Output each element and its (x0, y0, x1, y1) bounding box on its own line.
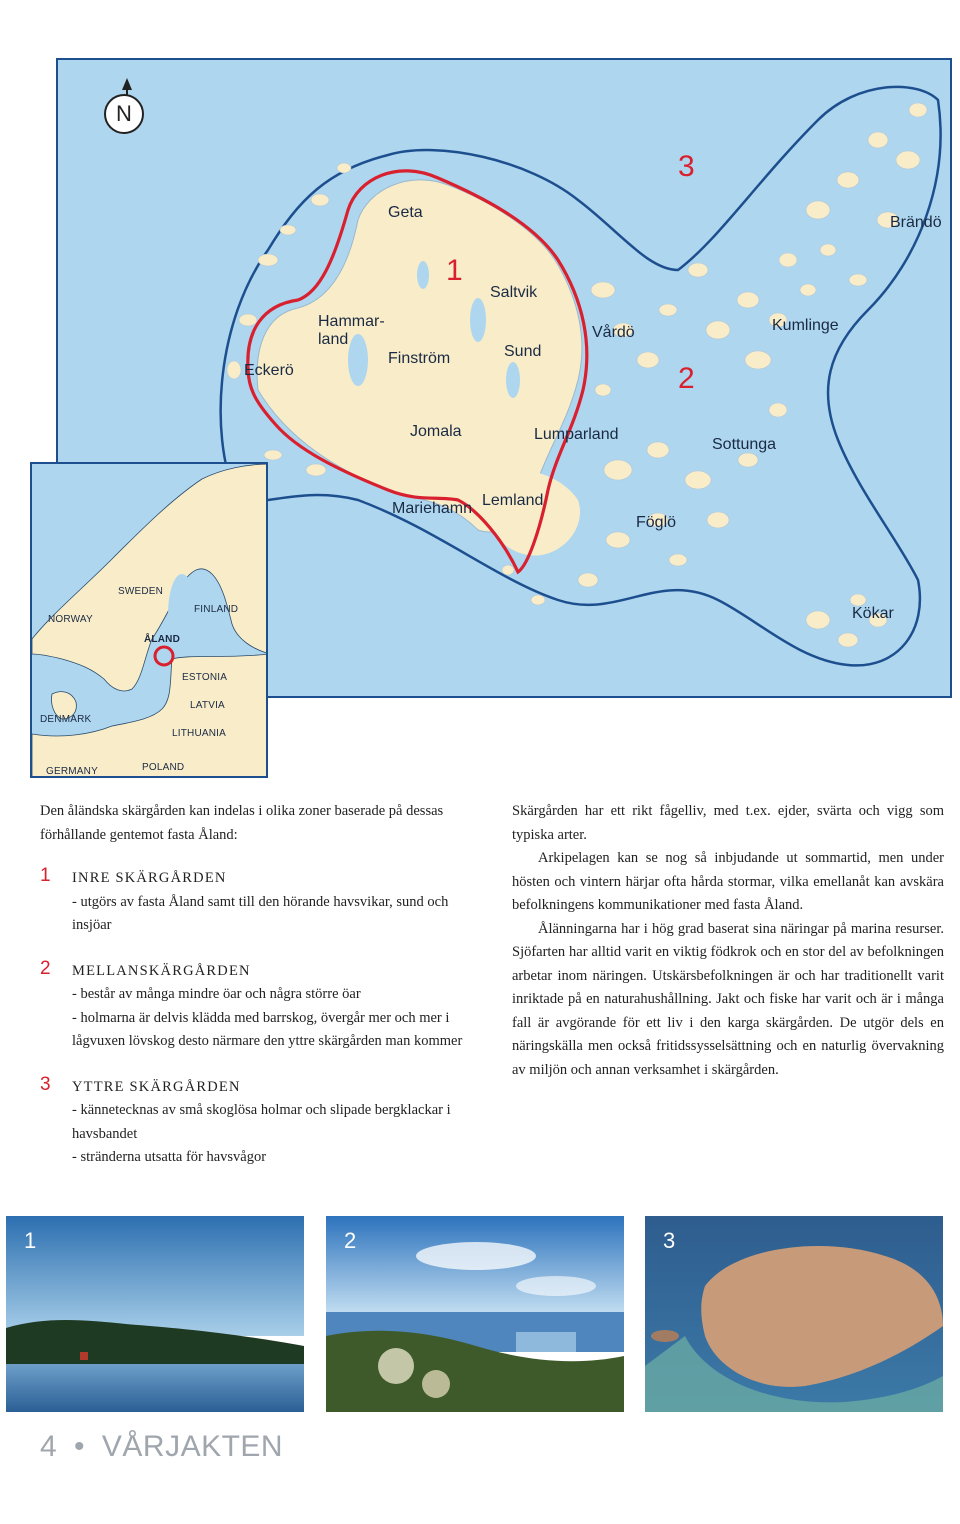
zone-number-2: 2 (678, 362, 695, 395)
footer-bullet: • (74, 1430, 86, 1463)
photo-middle-archipelago (326, 1216, 624, 1412)
right-column (512, 800, 944, 1082)
europe-inset-map (30, 462, 268, 778)
country-denmark: DENMARK (40, 714, 92, 725)
photo-outer-archipelago (645, 1216, 943, 1412)
photo-3-image (645, 1216, 943, 1412)
place-hammarland: Hammar- land (318, 313, 385, 348)
zone-2-line-2: - holmarna är delvis klädda med barrskog, övergår mer och mer i lågvuxen lövskog desto närmare den yttre skärgården man kommer (72, 1009, 463, 1049)
place-foglo: Föglö (636, 514, 677, 531)
place-kokar: Kökar (852, 605, 894, 622)
page-footer (40, 1430, 283, 1464)
photo-1-number: 1 (24, 1228, 37, 1253)
place-lumparland: Lumparland (534, 426, 619, 443)
photo-2-number: 2 (344, 1228, 357, 1253)
place-eckero: Eckerö (244, 362, 294, 379)
country-aland: ÅLAND (144, 634, 180, 645)
place-finstrom: Finström (388, 350, 451, 367)
zone-3-line-1: - kännetecknas av små skoglösa holmar och slipade bergklackar i havsbandet (72, 1102, 451, 1142)
photo-1-image (6, 1216, 304, 1412)
place-geta: Geta (388, 204, 423, 221)
zone-3-line-2: - stränderna utsatta för havsvågor (72, 1149, 267, 1165)
country-lithuania: LITHUANIA (172, 728, 227, 739)
zone-1-line-1: - utgörs av fasta Åland samt till den hörande havsvikar, sund och insjöar (72, 893, 449, 933)
zone-3-block (40, 1073, 480, 1170)
magazine-title: VÅRJAKTEN (101, 1430, 284, 1463)
zone-2-line-1: - består av många mindre öar och några större öar (72, 986, 361, 1002)
place-lemland: Lemland (482, 492, 544, 509)
photo-2-image (326, 1216, 624, 1412)
lemland-land (478, 470, 580, 556)
page-number: 4 (40, 1430, 58, 1463)
paragraph-archipelago: Arkipelagen kan se nog så inbjudande ut sommartid, men under hösten och vintern härjar ofta hårda stormar, vilka emellanåt kan avskära befolkningens kommunikationer med fasta Åland. (512, 850, 944, 913)
country-norway: NORWAY (48, 614, 93, 625)
left-column (40, 800, 480, 1170)
zone-2-marker: 2 (40, 957, 51, 979)
zone-number-1: 1 (446, 254, 463, 287)
place-sottunga: Sottunga (712, 436, 777, 453)
place-brando: Brändö (890, 214, 942, 231)
place-vardo: Vårdö (592, 324, 635, 341)
country-poland: POLAND (142, 762, 185, 773)
country-estonia: ESTONIA (182, 672, 228, 683)
country-latvia: LATVIA (190, 700, 225, 711)
place-mariehamn: Mariehamn (392, 500, 473, 517)
place-sund: Sund (504, 343, 542, 360)
place-saltvik: Saltvik (490, 284, 538, 301)
photo-inner-archipelago (6, 1216, 304, 1412)
paragraph-birds: Skärgården har ett rikt fågelliv, med t.ex. ejder, svärta och vigg som typiska arter. (512, 803, 944, 843)
country-germany: GERMANY (46, 766, 98, 777)
zone-2-title: MELLANSKÄRGÅRDEN (72, 962, 251, 979)
north-arrow-icon (122, 78, 132, 90)
place-jomala: Jomala (410, 423, 462, 440)
intro-text: Den åländska skärgården kan indelas i olika zoner baserade på dessas förhållande gentemot fasta Åland: (40, 803, 444, 843)
zone-1-title: INRE SKÄRGÅRDEN (72, 870, 227, 886)
zone-2-block (40, 957, 480, 1054)
zone-number-3: 3 (678, 150, 695, 183)
place-kumlinge: Kumlinge (772, 317, 839, 334)
country-sweden: SWEDEN (118, 586, 164, 597)
zone-3-title: YTTRE SKÄRGÅRDEN (72, 1078, 241, 1095)
zone-1-marker: 1 (40, 865, 51, 886)
country-finland: FINLAND (194, 604, 239, 615)
photo-3-number: 3 (663, 1228, 676, 1253)
paragraph-livelihood: Ålänningarna har i hög grad baserat sina näringar på marina resurser. Sjöfarten har alltid varit en viktig födkrok och en stor del av befolkningen arbetar inom näringen. Utskärsbefolkningen är och har traditionellt varit inriktade på en naturahushållning. Jakt och fiske har varit och är i många fall är avgörande för ett liv i den karga skärgården. De utgör dels en näringskälla men också fritidssysselsättning och en naturlig övervakning av miljön och annan verksamhet i skärgården. (512, 920, 944, 1078)
zone-3-marker: 3 (40, 1073, 51, 1095)
compass-icon: N (104, 94, 144, 134)
zone-1-block (40, 867, 480, 938)
